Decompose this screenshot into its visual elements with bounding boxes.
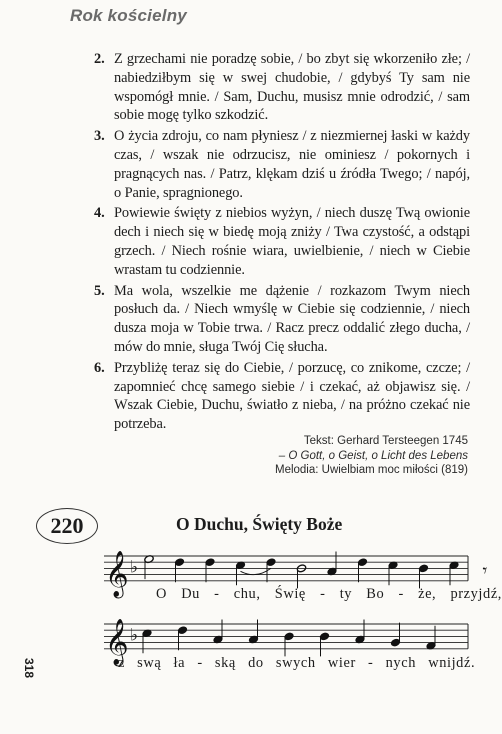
verse-number: 5. — [94, 282, 105, 299]
verse-number: 3. — [94, 128, 105, 145]
verse-text: Ma wola, wszelkie me dążenie / rozkazom Twym niech posłuch da. / Niech wmyślę w Ciebie się codziennie, / niech dusza moja w Tobie trwa. / Racz precz oddalić złego ducha, / mów do mnie, sługa Twój Cię słucha. — [114, 282, 470, 355]
key-signature-flat: ♭ — [130, 557, 139, 578]
lyrics-line-2: z swą ła - ską do swych wier - nych wnijdź. — [118, 655, 476, 671]
page-number: 318 — [22, 658, 36, 679]
verse-number: 4. — [94, 205, 105, 222]
slur — [241, 568, 272, 574]
section-header: Rok kościelny — [70, 6, 187, 25]
credit-original-title: – O Gott, o Geist, o Licht des Lebens — [278, 449, 468, 462]
eighth-rest-icon: 𝄾 — [482, 560, 488, 582]
verse-text: Powiewie święty z niebios wyżyn, / niech duszę Twą owionie dech i niech się w biedę moją zniży / Twa czystość, a odstąpi grzech. / Niech rośnie wiara, uwielbienie, / niech w Ciebie wrastam tu codziennie. — [114, 205, 470, 278]
verse-text: Z grzechami nie poradzę sobie, / bo zbyt się wkorzeniło złe; / nabiedziłbym się w swej chudobie, / gdybyś Ty sam nie wspomógł mnie. / Sam, Duchu, musisz mnie odrodzić, / sam sobie mogę tylko szkodzić. — [114, 51, 470, 124]
credit-melody: Melodia: Uwielbiam moc miłości (819) — [274, 464, 468, 476]
credit-text-author: Tekst: Gerhard Tersteegen 1745 — [303, 435, 468, 447]
treble-clef-icon: 𝄞 — [105, 550, 129, 597]
key-signature-flat: ♭ — [130, 625, 139, 646]
treble-clef-icon: 𝄞 — [105, 618, 129, 665]
hymn-number-badge: 220 — [36, 508, 98, 544]
verse-number: 6. — [94, 359, 105, 376]
verse-number: 2. — [94, 51, 105, 67]
hymn-title: O Duchu, Święty Boże — [176, 514, 343, 534]
verse-text: O życia zdroju, co nam płyniesz / z niezmiernej łaski w każdy czas, / wszak nie odrzucisz, nie ominiesz / pokornych i pragnących nas. / Patrz, klękam dziś u źródła Twego; / napój, o Panie, spragnionego. — [114, 128, 470, 201]
verse-text: Przybliżę teraz się do Ciebie, / porzucę, co znikome, czcze; / zapomnieć chcę samego siebie / i czekać, aż objawisz się. / Wszak Ciebie, Duchu, światło z nieba, / na próżno czekać nie potrzeba. — [114, 359, 470, 433]
lyrics-line-1: O Du - chu, Świę - ty Bo - że, przyjdź, — [156, 586, 502, 602]
